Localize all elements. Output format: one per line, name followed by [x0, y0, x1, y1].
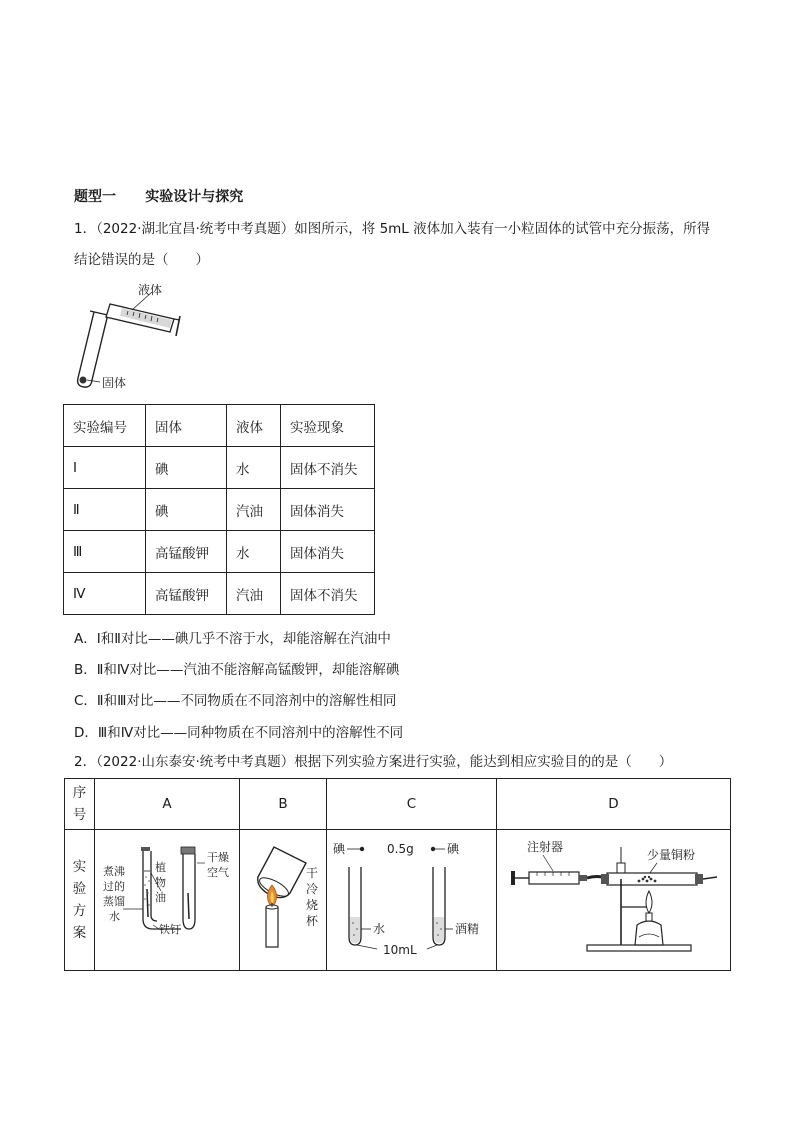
option-d[interactable]: D．Ⅲ和Ⅳ对比——同种物质在不同溶剂中的溶解性不同	[74, 725, 404, 741]
table-header-cell: 实验编号	[64, 405, 146, 447]
table-row	[64, 573, 375, 615]
table-row	[65, 830, 731, 971]
column-header-b: B	[240, 779, 327, 830]
table-cell: 固体不消失	[281, 447, 375, 489]
question-1-stem: 1．（2022·湖北宜昌·统考中考真题）如图所示，将 5mL 液体加入装有一小粒固体的试管中充分振荡，所得	[74, 221, 711, 237]
q1-experiment-table	[63, 404, 375, 615]
iodine-label-left: 碘	[333, 842, 346, 856]
table-cell: Ⅱ	[64, 489, 146, 531]
column-header-d: D	[497, 779, 731, 830]
table-header-cell: 实验现象	[281, 405, 375, 447]
iron-nail-label: 铁钉	[159, 923, 181, 936]
dry-air-label: 干燥空气	[207, 851, 229, 879]
column-header-a: A	[95, 779, 240, 830]
liquid-label: 液体	[138, 283, 163, 297]
table-header-row	[64, 405, 375, 447]
copper-powder-label: 少量铜粉	[647, 848, 696, 862]
table-header-cell: 液体	[227, 405, 281, 447]
alcohol-label: 酒精	[455, 922, 480, 936]
option-c[interactable]: C．Ⅱ和Ⅲ对比——不同物质在不同溶剂中的溶解性相同	[74, 693, 397, 709]
plant-oil-label: 植物油	[155, 861, 166, 904]
table-cell: 汽油	[227, 489, 281, 531]
syringe-label: 注射器	[527, 840, 564, 854]
volume-label: 10mL	[383, 943, 417, 957]
table-row	[64, 489, 375, 531]
table-cell: Ⅰ	[64, 447, 146, 489]
table-cell: Ⅲ	[64, 531, 146, 573]
figure-a-rusting-setup	[95, 833, 240, 963]
figure-d-cell	[497, 830, 731, 971]
solid-particle-icon	[80, 377, 87, 384]
table-cell: 高锰酸钾	[146, 531, 227, 573]
candle-icon	[266, 903, 278, 947]
table-cell: 水	[227, 531, 281, 573]
q1-figure	[70, 280, 200, 396]
dry-cold-beaker-label: 干冷烧杯	[306, 866, 319, 928]
graduated-cylinder-icon	[106, 304, 180, 336]
table-cell: 碘	[146, 447, 227, 489]
table-cell: 固体消失	[281, 531, 375, 573]
alcohol-lamp-icon	[635, 891, 663, 945]
table-cell: 高锰酸钾	[146, 573, 227, 615]
section-label: 题型一	[74, 189, 116, 205]
table-header-cell: 固体	[146, 405, 227, 447]
table-cell: 碘	[146, 489, 227, 531]
question-2-stem: 2．（2022·山东泰安·统考中考真题）根据下列实验方案进行实验，能达到相应实验目的的是（ ）	[74, 754, 673, 770]
figure-b-candle-beaker	[240, 833, 327, 963]
table-cell: Ⅳ	[64, 573, 146, 615]
iodine-label-right: 碘	[447, 842, 460, 856]
figure-c-iodine-solubility	[327, 833, 497, 963]
figure-c-cell	[327, 830, 497, 971]
table-cell: 汽油	[227, 573, 281, 615]
table-cell: 固体不消失	[281, 573, 375, 615]
option-a[interactable]: A．Ⅰ和Ⅱ对比——碘几乎不溶于水，却能溶解在汽油中	[74, 631, 391, 647]
table-cell: 固体消失	[281, 489, 375, 531]
figure-d-copper-heating	[497, 833, 731, 963]
figure-b-cell	[240, 830, 327, 971]
row-header-number: 序号	[65, 779, 95, 830]
solid-label: 固体	[102, 376, 127, 390]
mass-label: 0.5g	[387, 842, 414, 856]
test-tube-icon	[433, 867, 445, 945]
section-heading	[74, 186, 243, 206]
boiled-water-label: 煮沸过的蒸馏水	[103, 865, 125, 923]
table-row	[64, 447, 375, 489]
question-1-stem-continued: 结论错误的是（ ）	[74, 252, 209, 268]
test-tube-icon	[349, 867, 361, 945]
table-cell: 水	[227, 447, 281, 489]
q2-scheme-table	[64, 778, 731, 971]
figure-a-cell	[95, 830, 240, 971]
syringe-icon	[511, 871, 587, 885]
glass-tube-icon	[601, 873, 717, 885]
water-label: 水	[373, 922, 386, 936]
beaker-icon	[257, 847, 306, 900]
table-header-row	[65, 779, 731, 830]
column-header-c: C	[327, 779, 497, 830]
row-header-scheme: 实验方案	[65, 830, 95, 971]
option-b[interactable]: B．Ⅱ和Ⅳ对比——汽油不能溶解高锰酸钾，却能溶解碘	[74, 662, 400, 678]
table-row	[64, 531, 375, 573]
section-title: 实验设计与探究	[145, 189, 244, 205]
